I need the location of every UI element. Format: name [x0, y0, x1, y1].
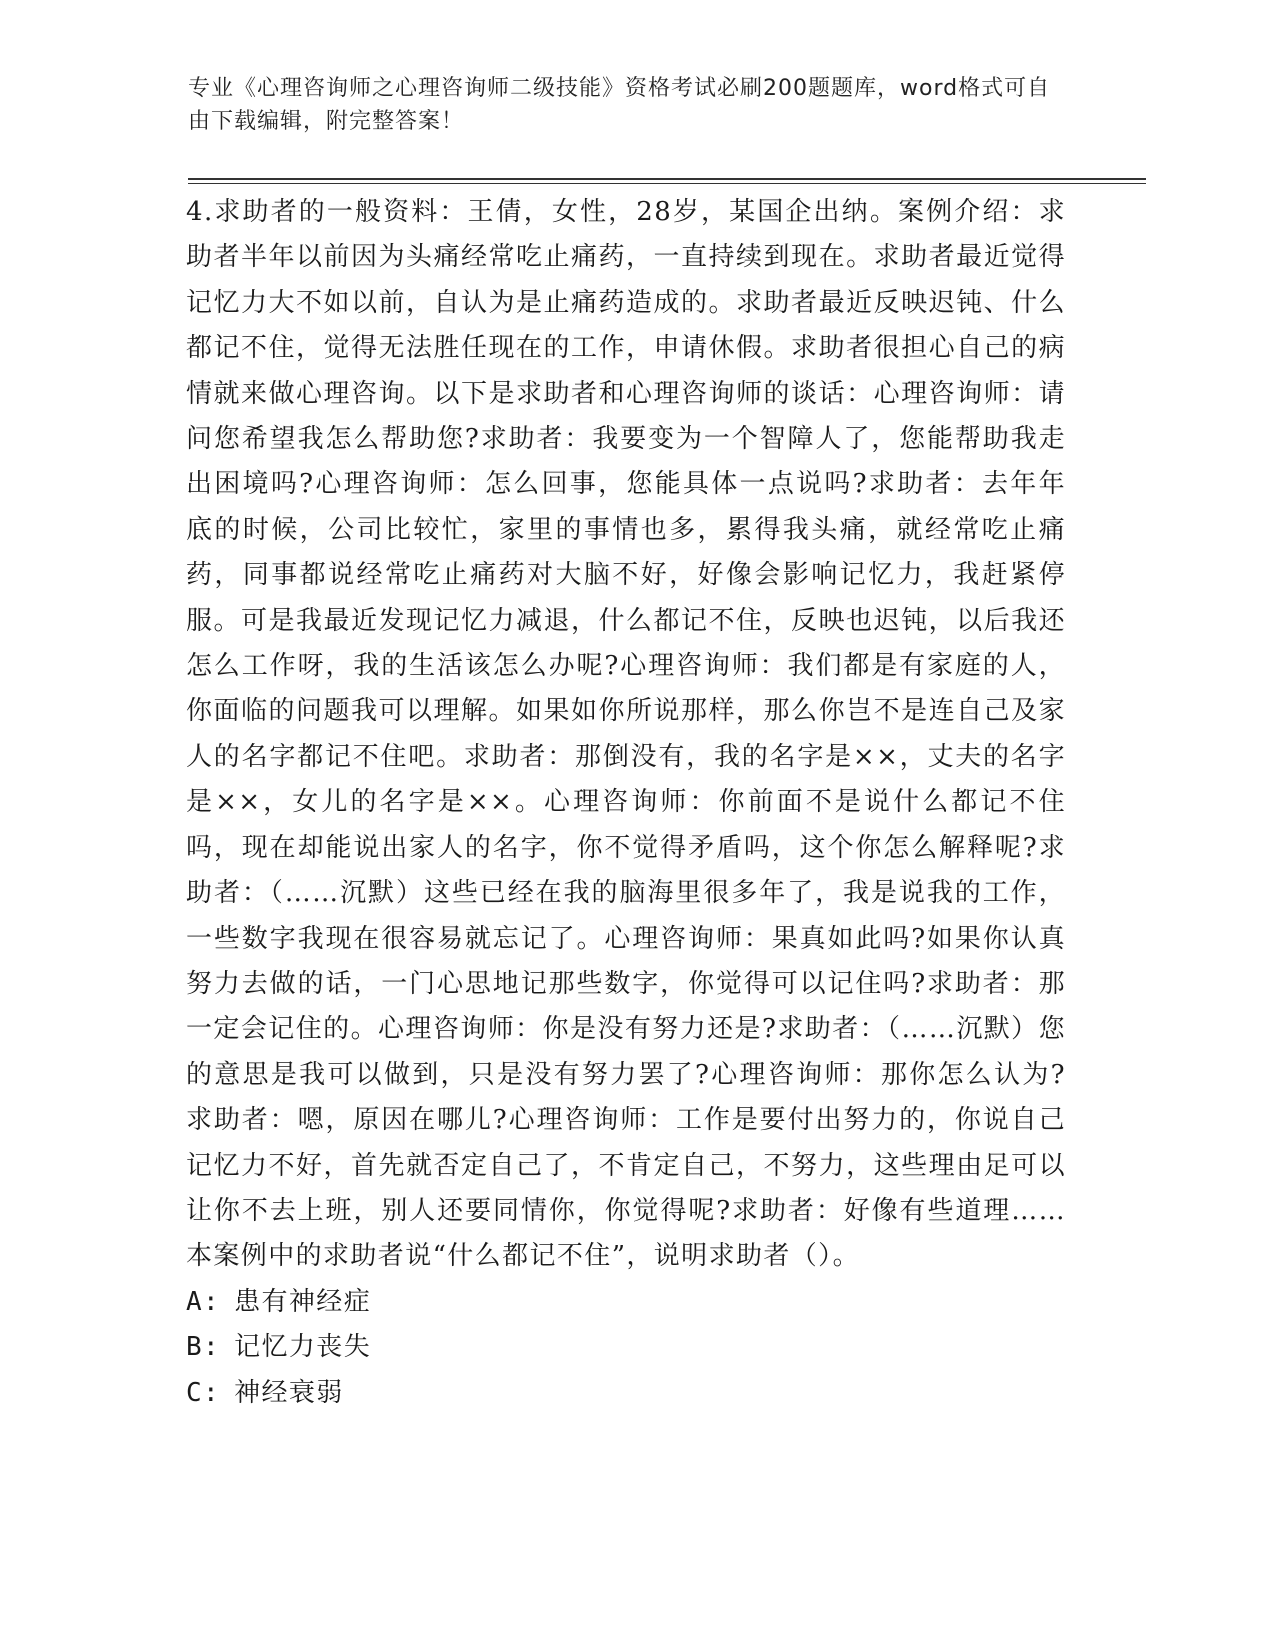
answer-options [186, 1280, 1066, 1416]
option-b [186, 1325, 1066, 1370]
header-divider [188, 178, 1146, 184]
option-c-letter: C: [186, 1377, 221, 1408]
option-a-text: 患有神经症 [234, 1286, 372, 1317]
option-a [186, 1280, 1066, 1325]
option-b-letter: B: [186, 1332, 221, 1363]
page-header: 专业《心理咨询师之心理咨询师二级技能》资格考试必刷200题题库，word格式可自由下载编辑，附完整答案！ [188, 76, 1051, 134]
option-c [186, 1371, 1066, 1416]
option-a-letter: A: [186, 1286, 221, 1317]
question-block [186, 190, 1066, 1416]
question-text: 4.求助者的一般资料：王倩，女性，28岁，某国企出纳。案例介绍：求助者半年以前因为头痛经常吃止痛药，一直持续到现在。求助者最近觉得记忆力大不如以前，自认为是止痛药造成的。求助者最近反映迟钝、什么都记不住，觉得无法胜任现在的工作，申请休假。求助者很担心自己的病情就来做心理咨询。以下是求助者和心理咨询师的谈话：心理咨询师：请问您希望我怎么帮助您?求助者：我要变为一个智障人了，您能帮助我走出困境吗?心理咨询师：怎么回事，您能具体一点说吗?求助者：去年年底的时候，公司比较忙，家里的事情也多，累得我头痛，就经常吃止痛药，同事都说经常吃止痛药对大脑不好，好像会影响记忆力，我赶紧停服。可是我最近发现记忆力减退，什么都记不住，反映也迟钝，以后我还怎么工作呀，我的生活该怎么办呢?心理咨询师：我们都是有家庭的人，你面临的问题我可以理解。如果如你所说那样，那么你岂不是连自己及家人的名字都记不住吧。求助者：那倒没有，我的名字是××，丈夫的名字是××，女儿的名字是××。心理咨询师：你前面不是说什么都记不住吗，现在却能说出家人的名字，你不觉得矛盾吗，这个你怎么解释呢?求助者：（……沉默）这些已经在我的脑海里很多年了，我是说我的工作，一些数字我现在很容易就忘记了。心理咨询师：果真如此吗?如果你认真努力去做的话，一门心思地记那些数字，你觉得可以记住吗?求助者：那一定会记住的。心理咨询师：你是没有努力还是?求助者：（……沉默）您的意思是我可以做到，只是没有努力罢了?心理咨询师：那你怎么认为?求助者：嗯，原因在哪儿?心理咨询师：工作是要付出努力的，你说自己记忆力不好，首先就否定自己了，不肯定自己，不努力，这些理由足可以让你不去上班，别人还要同情你，你觉得呢?求助者：好像有些道理……本案例中的求助者说“什么都记不住”，说明求助者（）。 [186, 197, 1066, 1272]
option-c-text: 神经衰弱 [234, 1377, 344, 1408]
option-b-text: 记忆力丧失 [234, 1332, 372, 1363]
